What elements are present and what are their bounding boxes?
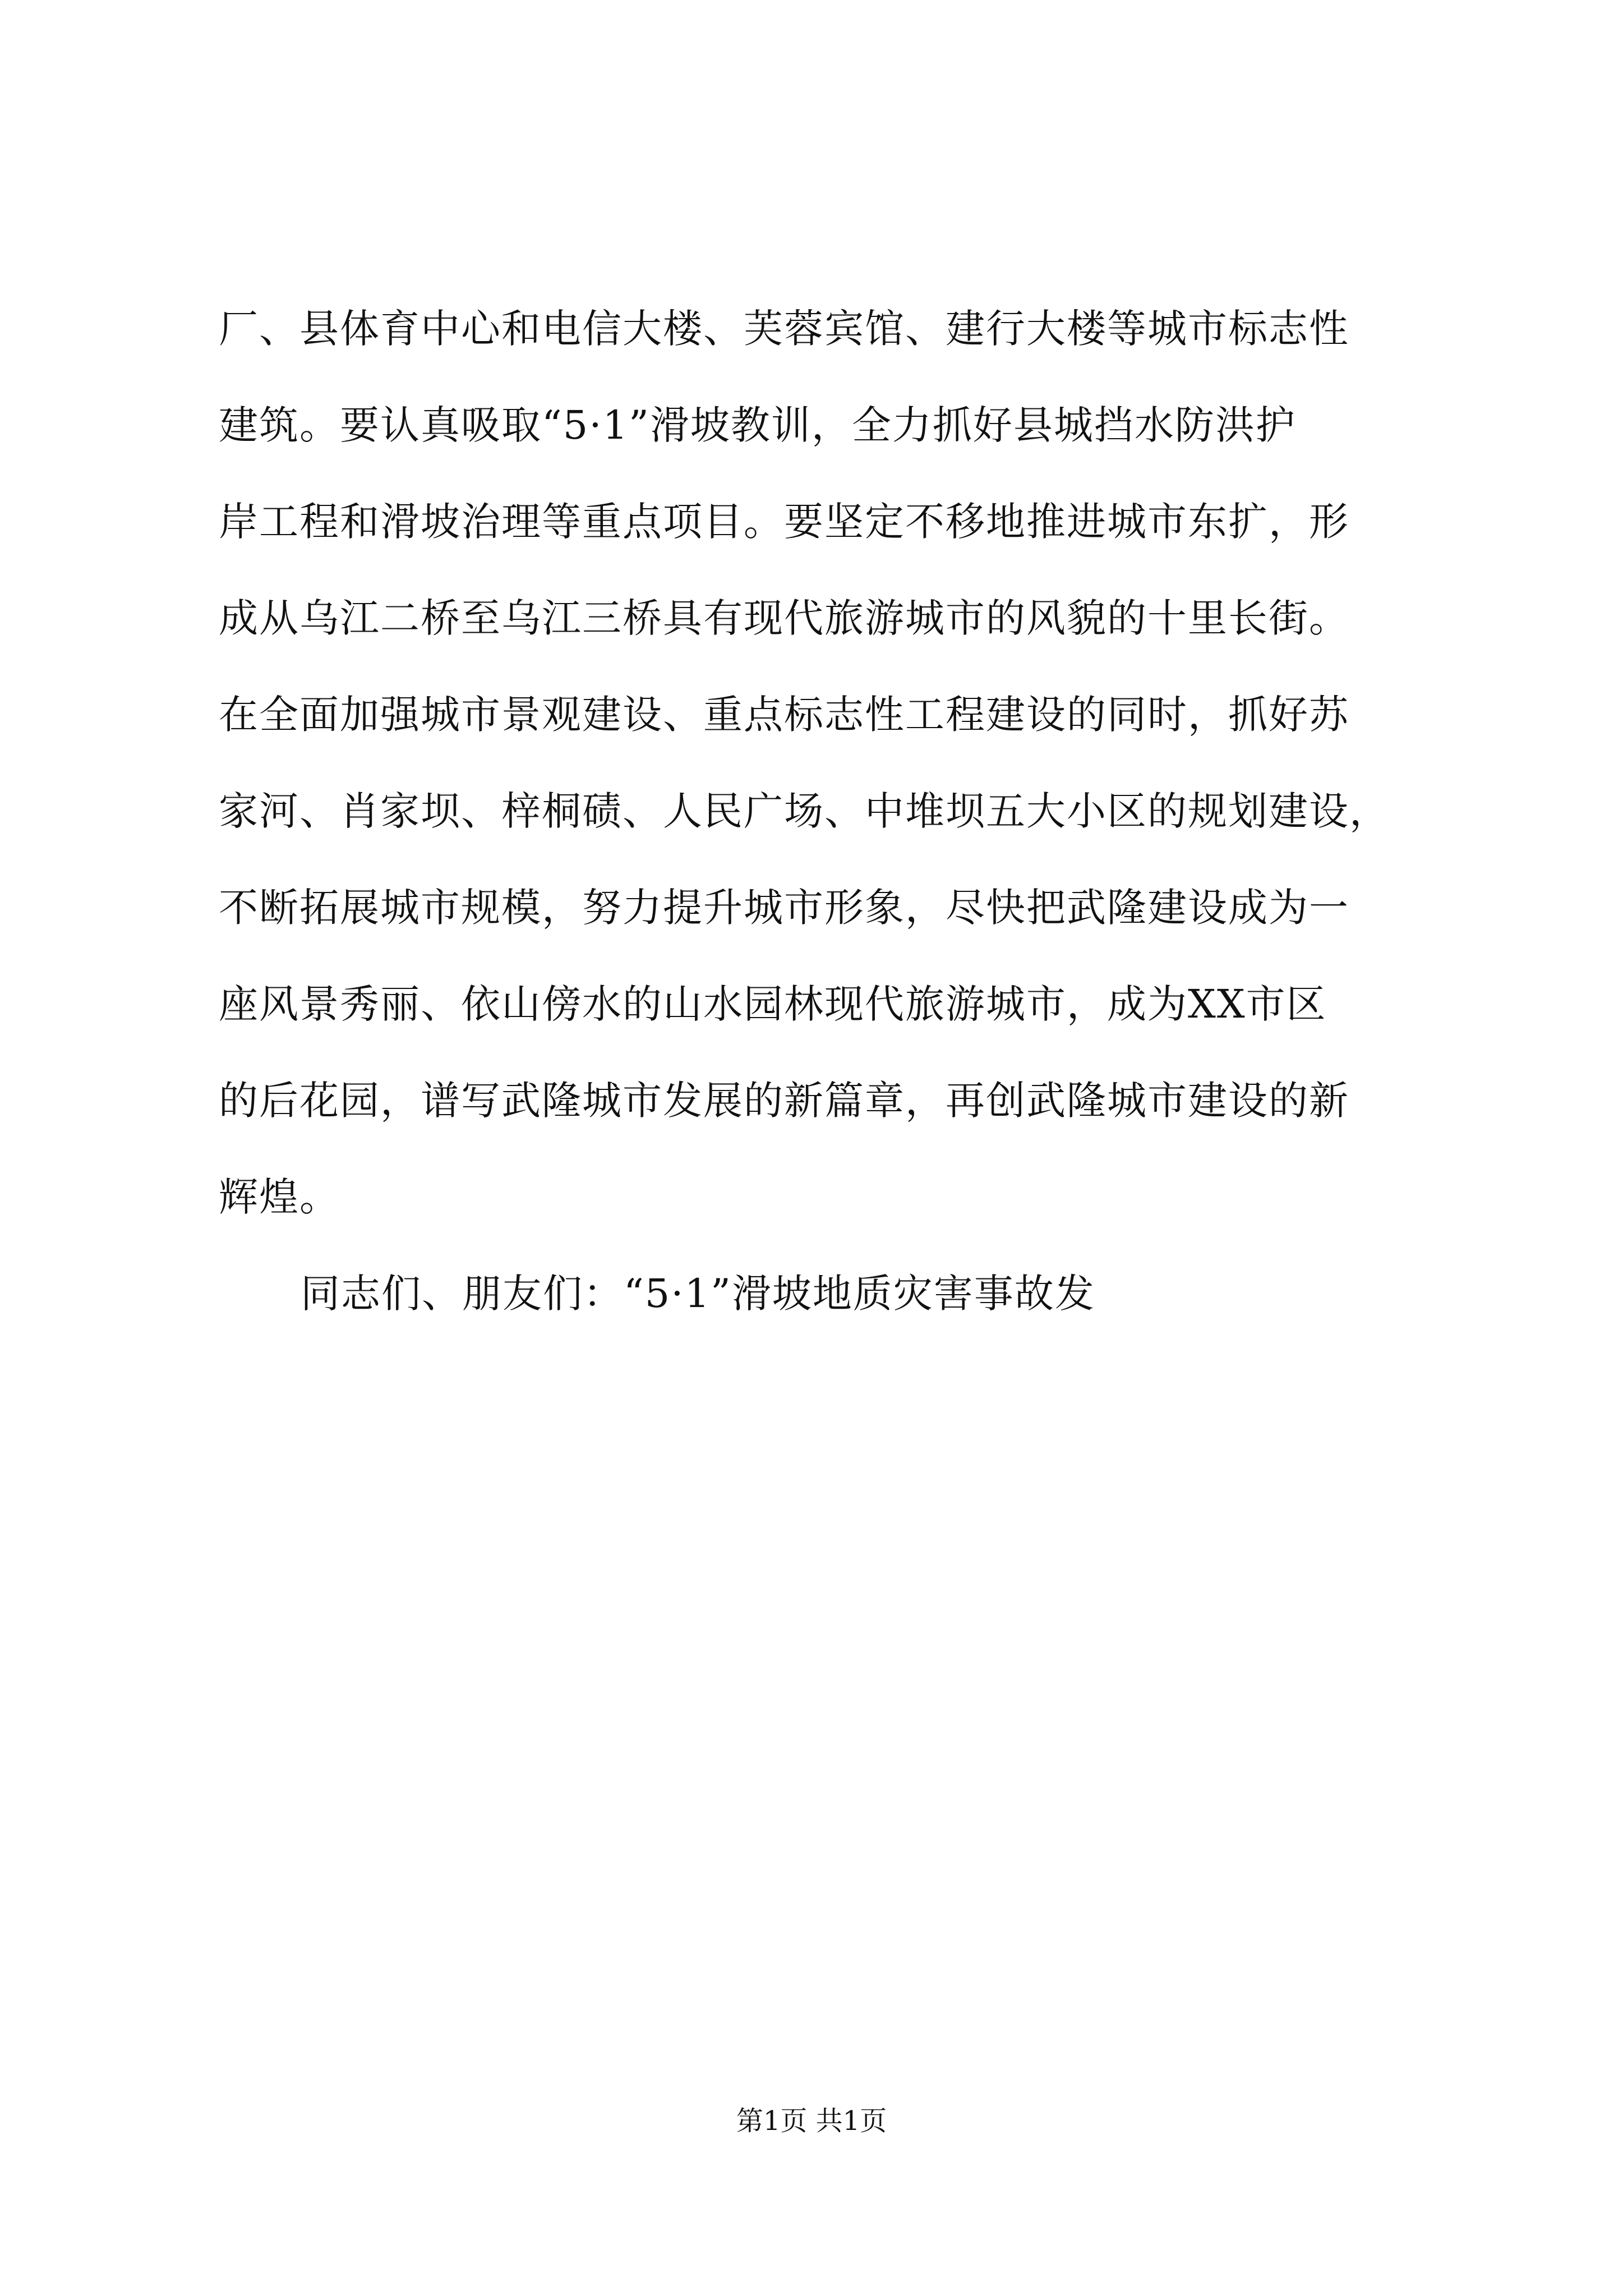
paragraph-line: 在全面加强城市景观建设、重点标志性工程建设的同时，抓好苏 [219,692,1349,738]
paragraph-line: 辉煌。 [219,1174,340,1220]
paragraph-line: 座风景秀丽、依山傍水的山水园林现代旅游城市，成为XX市区 [219,981,1327,1027]
paragraph-second: 同志们、朋友们：“5·1”滑坡地质灾害事故发 [301,1271,1095,1317]
paragraph-line: 厂、县体育中心和电信大楼、芙蓉宾馆、建行大楼等城市标志性 [219,306,1349,352]
paragraph-line: 成从乌江二桥至乌江三桥具有现代旅游城市的风貌的十里长街。 [219,595,1349,641]
paragraph-line: 的后花园，谱写武隆城市发展的新篇章，再创武隆城市建设的新 [219,1078,1349,1124]
document-body [219,280,1424,1342]
paragraph-line: 不断拓展城市规模，努力提升城市形象，尽快把武隆建设成为一 [219,885,1349,931]
paragraph-line: 岸工程和滑坡治理等重点项目。要坚定不移地推进城市东扩，形 [219,499,1349,545]
paragraph-line: 家河、肖家坝、梓桐碛、人民广场、中堆坝五大小区的规划建设， [219,788,1390,834]
paragraph-line: 建筑。要认真吸取“5·1”滑坡教训，全力抓好县城挡水防洪护 [219,402,1296,448]
page-footer: 第1页 共1页 [736,2105,887,2137]
